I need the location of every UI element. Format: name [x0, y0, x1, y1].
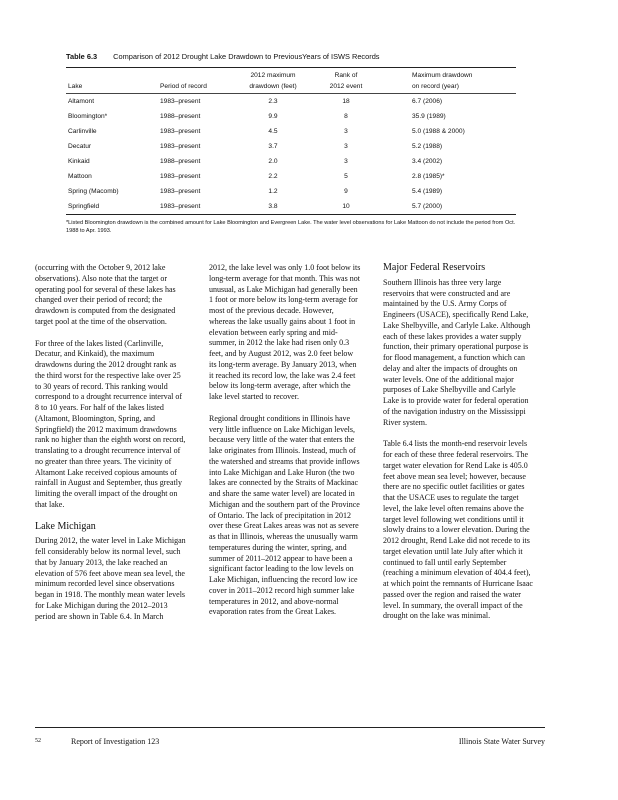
paragraph: For three of the lakes listed (Carlinville, Decatur, and Kinkaid), the maximum drawdowns during the 2012 drought rank as the third worst for the respective lake over 25 to 30 years of record. This ranking would correspond to a drought recurrence interval of 8 to 10 years. For half of the lakes listed (Altamont, Bloomington, Spring, and Springfield) the 2012 maximum drawdowns rank no higher than the eighth worst on record, translating to a drought recurrence interval of no greater than three years. The vicinity of Altamont Lake received copious amounts of rainfall in August and September, thus greatly limiting the overall impact of the drought on that lake. [35, 338, 186, 509]
cell-rank: 18 [342, 98, 350, 105]
table-number: 6.3 [86, 52, 98, 61]
cell-lake: Mattoon [68, 173, 92, 180]
header-max-line2: on record (year) [412, 83, 459, 90]
cell-period: 1983–present [160, 98, 201, 105]
cell-drawdown: 2.0 [268, 158, 278, 165]
header-drawdown-line2: drawdown (feet) [249, 83, 297, 90]
table-row [66, 109, 516, 124]
cell-max: 6.7 (2006) [412, 98, 443, 105]
table-row [66, 139, 516, 154]
cell-drawdown: 1.2 [268, 188, 278, 195]
table-row [66, 169, 516, 184]
cell-rank: 3 [344, 128, 348, 135]
cell-period: 1988–present [160, 113, 201, 120]
report-title: Report of Investigation 123 [71, 737, 160, 746]
cell-period: 1983–present [160, 203, 201, 210]
table-row [66, 154, 516, 169]
cell-drawdown: 2.3 [268, 98, 278, 105]
cell-drawdown: 4.5 [268, 128, 278, 135]
table-row [66, 199, 516, 214]
cell-max: 2.8 (1985)* [412, 173, 445, 180]
header-lake: Lake [68, 83, 83, 90]
cell-max: 5.0 (1988 & 2000) [412, 128, 465, 135]
cell-period: 1983–present [160, 188, 201, 195]
publisher-name: Illinois State Water Survey [458, 737, 545, 746]
table-footnote: *Listed Bloomington drawdown is the combined amount for Lake Bloomington and Evergreen Lake. The water level observations for Lake Mattoon do not include the period from Oct. 1988 to Apr. 1993. [66, 220, 516, 234]
cell-drawdown: 3.8 [268, 203, 278, 210]
cell-period: 1983–present [160, 143, 201, 150]
cell-rank: 5 [344, 173, 348, 180]
cell-lake: Carlinville [68, 128, 97, 135]
cell-lake: Spring (Macomb) [68, 188, 119, 195]
cell-rank: 10 [342, 203, 350, 210]
table-row [66, 184, 516, 199]
section-heading-federal-reservoirs: Major Federal Reservoirs [383, 262, 486, 273]
cell-max: 5.7 (2000) [412, 203, 443, 210]
cell-rank: 8 [344, 113, 348, 120]
cell-drawdown: 2.2 [268, 173, 278, 180]
footer-divider [35, 727, 545, 728]
cell-drawdown: 9.9 [268, 113, 278, 120]
header-drawdown-line1: 2012 maximum [250, 72, 296, 79]
table-row [66, 124, 516, 139]
cell-lake: Altamont [68, 98, 95, 105]
text-column-3 [383, 263, 533, 633]
table-row [66, 94, 516, 110]
cell-lake: Kinkaid [68, 158, 90, 165]
cell-period: 1983–present [160, 173, 201, 180]
paragraph: Table 6.4 lists the month-end reservoir levels for each of these three federal reservoirs. The target water elevation for Rend Lake is 405.0 feet above mean sea level; however, because there are no specific outlet facilities or gates that the USACE uses to regulate the target level, the lake level often remains above the target level following wet conditions until it slowly drains to a lower elevation. During the 2012 drought, Rend Lake did not recede to its target elevation until late July after which it continued to fall until early September (reaching a minimum elevation of 404.4 feet), at which point the remnants of Hurricane Isaac passed over the region and raised the water level. In summary, the overall impact of the drought on the lake was minimal. [383, 439, 533, 621]
cell-rank: 3 [344, 143, 348, 150]
drawdown-table [66, 68, 516, 214]
page-number: 52 [35, 738, 41, 744]
cell-period: 1983–present [160, 128, 201, 135]
paragraph: During 2012, the water level in Lake Michigan fell considerably below its normal level, such that by January 2013, the lake reached an elevation of 576 feet above mean sea level, the minimum recorded level since observations began in 1918. The monthly mean water levels for Lake Michigan during the 2012–2013 period are shown in Table 6.4. In March [35, 536, 186, 621]
cell-lake: Springfield [68, 203, 100, 210]
cell-lake: Bloomington* [68, 113, 108, 120]
cell-rank: 9 [344, 188, 348, 195]
cell-drawdown: 3.7 [268, 143, 278, 150]
header-rank-line1: Rank of [334, 72, 358, 79]
paragraph: (occurring with the October 9, 2012 lake observations). Also note that the target or operating pool for several of these lakes has changed over their period of record; the drawdown is computed from the designated target pool at the time of the observation. [35, 263, 176, 326]
cell-period: 1988–present [160, 158, 201, 165]
comparison-table-block [66, 52, 516, 235]
paragraph: Southern Illinois has three very large reservoirs that were constructed and are maintained by the U.S. Army Corps of Engineers (USACE), specifically Rend Lake, Lake Shelbyville, and Carlyle Lake. Although each of these lakes provides a water supply function, their primary operational purpose is for flood management, a function which can delay and alter the impacts of droughts on water levels. One of the additional major purposes of Lake Shelbyville and Carlyle Lake is to provide water for federal operation of the navigation industry on the Mississippi River system. [383, 277, 531, 427]
cell-max: 5.2 (1988) [412, 143, 443, 150]
table-label: Table [66, 52, 85, 61]
cell-max: 5.4 (1989) [412, 188, 443, 195]
header-period: Period of record [160, 83, 207, 90]
table-caption-text: Comparison of 2012 Drought Lake Drawdown to PreviousYears of ISWS Records [113, 52, 380, 61]
cell-lake: Decatur [68, 143, 92, 150]
cell-rank: 3 [344, 158, 348, 165]
paragraph: 2012, the lake level was only 1.0 foot below its long-term average for that month. This was not unusual, as Lake Michigan had generally been 1 foot or more below its long-term average for most of the previous decade. However, whereas the lake usually gains about 1 foot in elevation between early spring and mid-summer, in 2012 the lake had risen only 0.3 feet, and by August 2012, was 2.0 feet below its long-term average. By January 2013, when it reached its record low, the lake was 2.4 feet below its long-term average, after which the lake level started to recover. [209, 263, 361, 401]
section-heading-lake-michigan: Lake Michigan [35, 520, 96, 532]
cell-max: 35.9 (1989) [412, 113, 446, 120]
cell-max: 3.4 (2002) [412, 158, 443, 165]
table-caption [66, 52, 516, 61]
text-column-2 [209, 263, 361, 629]
header-rank-line2: 2012 event [329, 83, 363, 90]
paragraph: Regional drought conditions in Illinois have very little influence on Lake Michigan levels, because very little of the water that enters the lake originates from Illinois. Instead, much of the watershed and streams that provide inflows into Lake Michigan and Lake Huron (the two lakes are connected by the Straits of Mackinac and share the same water level) are located in Michigan and the southern part of the Province of Ontario. The lack of precipitation in 2012 over these Great Lakes areas was not as severe as that in Illinois, whereas the unusually warm temperatures during the winter, spring, and summer of 2011–2012 appear to have been a significant factor leading to the low levels on Lake Michigan, influencing the record low ice cover in 2011–2012 record high summer lake temperatures in 2012, and above-normal evaporation rates from the Great Lakes. [209, 413, 360, 617]
header-max-line1: Maximum drawdown [412, 72, 473, 79]
text-column-1 [35, 263, 187, 633]
